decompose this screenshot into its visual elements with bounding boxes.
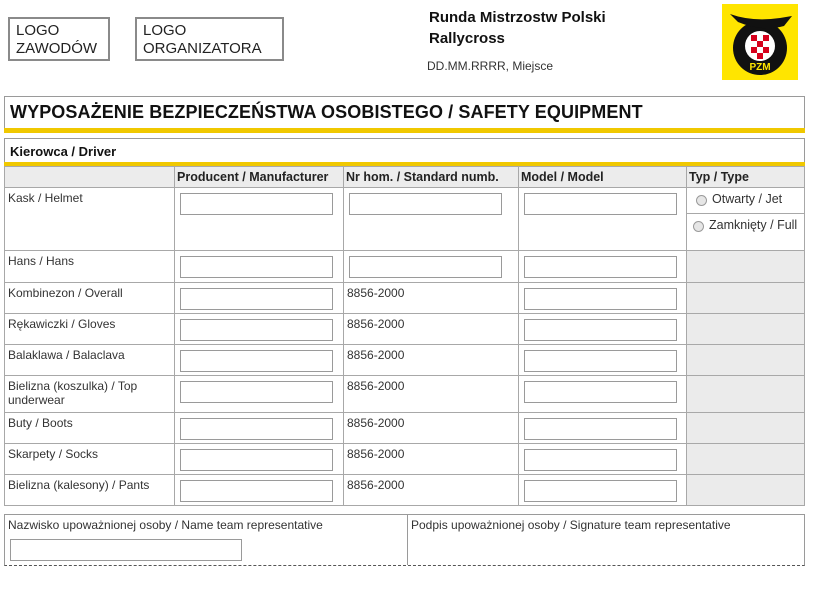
pzm-logo: [722, 4, 798, 80]
boots-manufacturer-input[interactable]: [180, 418, 333, 440]
event-title: [429, 7, 606, 49]
column-header-item: [5, 167, 175, 188]
type-cell-empty: [687, 314, 805, 345]
equipment-table: [4, 166, 805, 506]
table-row-overall: [5, 283, 805, 314]
top-underwear-model-input[interactable]: [524, 381, 677, 403]
representative-name-cell: [5, 515, 408, 565]
manufacturer-cell: [175, 188, 344, 251]
balaclava-manufacturer-input[interactable]: [180, 350, 333, 372]
event-title-line1: Runda Mistrzostw Polski: [429, 9, 606, 26]
representative-signature-label: Podpis upoważnionej osoby / Signature team representative: [411, 518, 731, 532]
model-cell: [519, 345, 687, 376]
radio-jet[interactable]: [696, 195, 707, 206]
column-header-type: Typ / Type: [687, 167, 805, 188]
type-cell-empty: [687, 475, 805, 506]
model-cell: [519, 376, 687, 413]
driver-section-title-text: Kierowca / Driver: [10, 144, 117, 159]
manufacturer-cell: [175, 444, 344, 475]
manufacturer-cell: [175, 345, 344, 376]
type-cell-empty: [687, 251, 805, 283]
type-cell: [687, 188, 805, 251]
item-label: Bielizna (koszulka) / Top underwear: [5, 376, 175, 413]
representative-signature-cell[interactable]: [408, 515, 804, 565]
overall-manufacturer-input[interactable]: [180, 288, 333, 310]
standard-cell: [344, 251, 519, 283]
column-header-manufacturer: Producent / Manufacturer: [175, 167, 344, 188]
item-label: Kask / Helmet: [5, 188, 175, 251]
standard-value: 8856-2000: [344, 475, 519, 506]
event-title-line2: Rallycross: [429, 30, 505, 47]
type-cell-empty: [687, 444, 805, 475]
item-label: Hans / Hans: [5, 251, 175, 283]
model-cell: [519, 475, 687, 506]
socks-manufacturer-input[interactable]: [180, 449, 333, 471]
standard-cell: [344, 188, 519, 251]
socks-model-input[interactable]: [524, 449, 677, 471]
representative-name-input[interactable]: [10, 539, 242, 561]
column-header-standard: Nr hom. / Standard numb.: [344, 167, 519, 188]
section-title: [4, 96, 805, 132]
item-label: Balaklawa / Balaclava: [5, 345, 175, 376]
column-header-model: Model / Model: [519, 167, 687, 188]
manufacturer-cell: [175, 376, 344, 413]
model-cell: [519, 314, 687, 345]
standard-value: 8856-2000: [344, 444, 519, 475]
representative-section: [4, 514, 805, 566]
hans-standard-input[interactable]: [349, 256, 502, 278]
helmet-type-full-option[interactable]: [687, 217, 801, 234]
table-row-helmet: [5, 188, 805, 251]
manufacturer-cell: [175, 475, 344, 506]
item-label: Buty / Boots: [5, 413, 175, 444]
pzm-logo-text: PZM: [749, 62, 771, 73]
date-place: DD.MM.RRRR, Miejsce: [427, 59, 553, 73]
model-cell: [519, 444, 687, 475]
manufacturer-cell: [175, 413, 344, 444]
table-row-top-underwear: [5, 376, 805, 413]
standard-value: 8856-2000: [344, 314, 519, 345]
table-row-boots: [5, 413, 805, 444]
hans-model-input[interactable]: [524, 256, 677, 278]
helmet-model-input[interactable]: [524, 193, 677, 215]
item-label: Skarpety / Socks: [5, 444, 175, 475]
model-cell: [519, 188, 687, 251]
logo-competition-text: LOGO ZAWODÓW: [16, 22, 98, 57]
boots-model-input[interactable]: [524, 418, 677, 440]
item-label: Kombinezon / Overall: [5, 283, 175, 314]
standard-value: 8856-2000: [344, 376, 519, 413]
table-header-row: [5, 167, 805, 188]
table-row-socks: [5, 444, 805, 475]
manufacturer-cell: [175, 251, 344, 283]
manufacturer-cell: [175, 283, 344, 314]
model-cell: [519, 413, 687, 444]
radio-full[interactable]: [693, 221, 704, 232]
pants-model-input[interactable]: [524, 480, 677, 502]
table-row-gloves: [5, 314, 805, 345]
gloves-model-input[interactable]: [524, 319, 677, 341]
helmet-manufacturer-input[interactable]: [180, 193, 333, 215]
logo-competition-placeholder: [8, 17, 110, 61]
table-row-hans: [5, 251, 805, 283]
pzm-logo-icon: [722, 4, 798, 80]
item-label: Rękawiczki / Gloves: [5, 314, 175, 345]
hans-manufacturer-input[interactable]: [180, 256, 333, 278]
standard-value: 8856-2000: [344, 413, 519, 444]
gloves-manufacturer-input[interactable]: [180, 319, 333, 341]
pants-manufacturer-input[interactable]: [180, 480, 333, 502]
helmet-type-jet-option[interactable]: [690, 191, 801, 208]
type-cell-empty: [687, 283, 805, 314]
radio-full-label: Zamknięty / Full: [709, 218, 798, 232]
radio-jet-label: Otwarty / Jet: [712, 192, 783, 206]
manufacturer-cell: [175, 314, 344, 345]
type-cell-empty: [687, 376, 805, 413]
type-cell-empty: [687, 345, 805, 376]
table-row-pants: [5, 475, 805, 506]
type-cell-empty: [687, 413, 805, 444]
logo-organizer-text: LOGO ORGANIZATORA: [143, 22, 262, 57]
helmet-standard-input[interactable]: [349, 193, 502, 215]
top-underwear-manufacturer-input[interactable]: [180, 381, 333, 403]
logo-organizer-placeholder: [135, 17, 284, 61]
table-row-balaclava: [5, 345, 805, 376]
model-cell: [519, 251, 687, 283]
representative-name-label: Nazwisko upoważnionej osoby / Name team representative: [8, 518, 323, 532]
overall-model-input[interactable]: [524, 288, 677, 310]
driver-section-title: [4, 138, 805, 164]
item-label: Bielizna (kalesony) / Pants: [5, 475, 175, 506]
standard-value: 8856-2000: [344, 283, 519, 314]
standard-value: 8856-2000: [344, 345, 519, 376]
section-title-text: WYPOSAŻENIE BEZPIECZEŃSTWA OSOBISTEGO / SAFETY EQUIPMENT: [10, 102, 643, 122]
model-cell: [519, 283, 687, 314]
yellow-divider: [4, 128, 805, 133]
balaclava-model-input[interactable]: [524, 350, 677, 372]
